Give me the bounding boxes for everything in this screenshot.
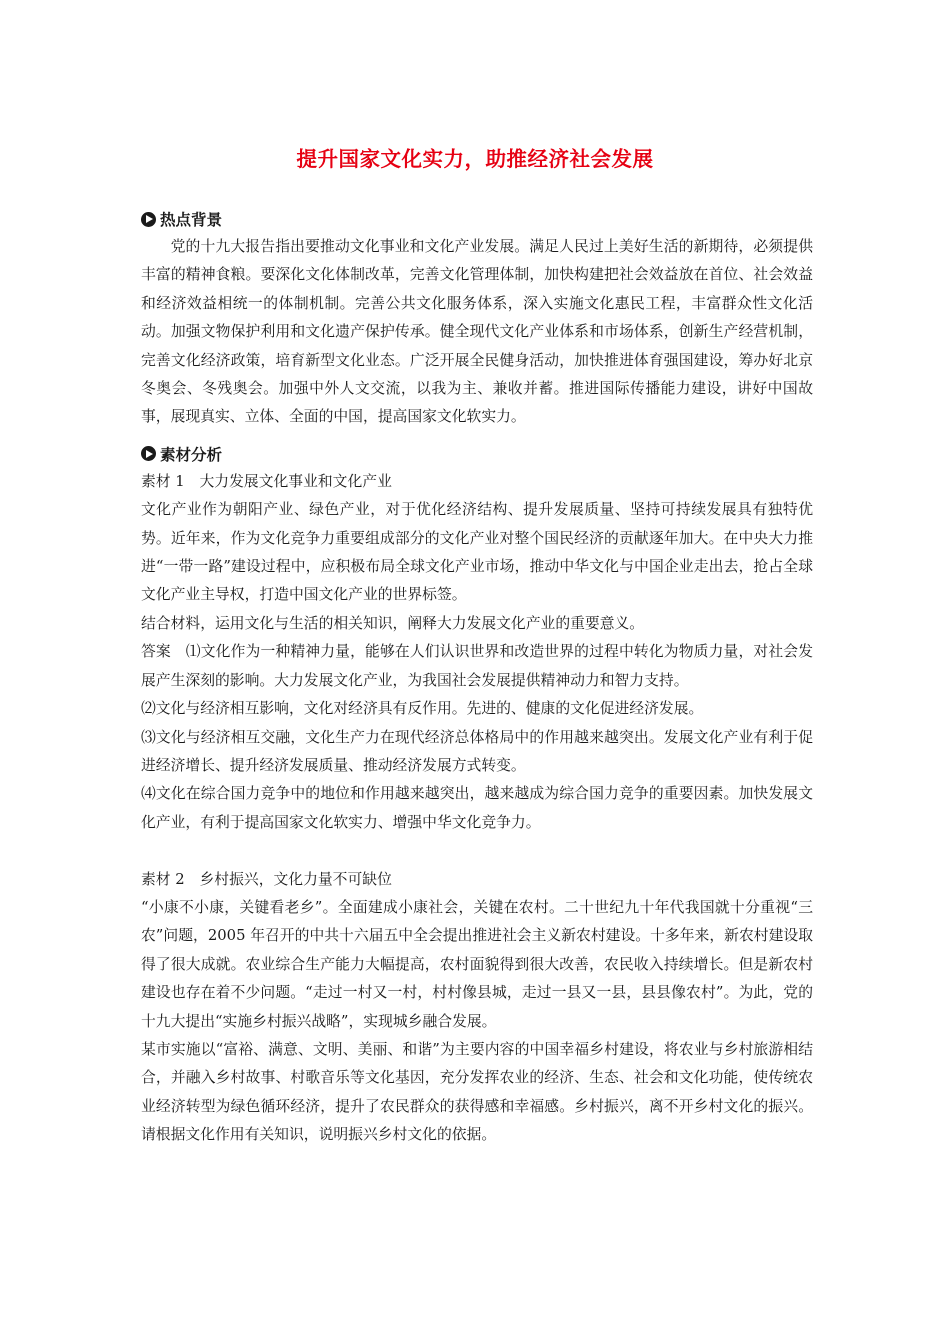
material-1-text: 文化产业作为朝阳产业、绿色产业，对于优化经济结构、提升发展质量、坚持可持续发展具有独特优势。近年来，作为文化竞争力重要组成部分的文化产业对整个国民经济的贡献逐年加大。在中央大力推进“一带一路”建设过程中，应积极布局全球文化产业市场，推动中华文化与中国企业走出去，抢占全球文化产业主导权，打造中国文化产业的世界标签。 (141, 501, 813, 604)
material-2-text: 某市实施以“富裕、满意、文明、美丽、和谐”为主要内容的中国幸福乡村建设，将农业与乡村旅游相结合，并融入乡村故事、村歌音乐等文化基因，充分发挥农业的经济、生态、社会和文化功能，使传统农业经济转型为绿色循环经济，提升了农民群众的获得感和幸福感。乡村振兴，离不开乡村文化的振兴。请根据文化作用有关知识，说明振兴乡村文化的依据。 (141, 1040, 813, 1144)
material-1-title: 素材 1 大力发展文化事业和文化产业 (141, 472, 392, 490)
section-heading-label: 热点背景 (160, 211, 223, 229)
document-content (141, 205, 813, 1150)
play-circle-icon (141, 212, 156, 227)
material-1-question: 结合材料，运用文化与生活的相关知识，阐释大力发展文化产业的重要意义。 (141, 614, 645, 632)
answer-paragraph: ⑷文化在综合国力竞争中的地位和作用越来越突出，越来越成为综合国力竞争的重要因素。加快发展文化产业，有利于提高国家文化软实力、增强中华文化竞争力。 (141, 785, 813, 831)
material-2-title: 素材 2 乡村振兴，文化力量不可缺位 (141, 870, 392, 888)
answer-paragraph: 答案 ⑴文化作为一种精神力量，能够在人们认识世界和改造世界的过程中转化为物质力量，对社会发展产生深刻的影响。大力发展文化产业，为我国社会发展提供精神动力和智力支持。 (141, 643, 813, 689)
answer-paragraph: ⑶文化与经济相互交融，文化生产力在现代经济总体格局中的作用越来越突出。发展文化产业有利于促进经济增长、提升经济发展质量、推动经济发展方式转变。 (141, 728, 813, 774)
material-2-text: “小康不小康，关键看老乡”。全面建成小康社会，关键在农村。二十世纪九十年代我国就十分重视“三农”问题，2005 年召开的中共十六届五中全会提出推进社会主义新农村建设。十多年来，新农村建设取得了很大成就。农业综合生产能力大幅提高，农村面貌得到很大改善，农民收入持续增长。但是新农村建设也存在着不少问题。“走过一村又一村，村村像县城，走过一县又一县，县县像农村”。为此，党的十九大提出“实施乡村振兴战略”，实现城乡融合发展。 (141, 898, 813, 1030)
document-title: 提升国家文化实力，助推经济社会发展 (296, 147, 654, 171)
play-circle-icon (141, 446, 156, 461)
section-heading-analysis (141, 440, 813, 468)
section-heading-label: 素材分析 (160, 445, 223, 464)
background-paragraph: 党的十九大报告指出要推动文化事业和文化产业发展。满足人民过上美好生活的新期待，必须提供丰富的精神食粮。要深化文化体制改革，完善文化管理体制，加快构建把社会效益放在首位、社会效益和经济效益相统一的体制机制。完善公共文化服务体系，深入实施文化惠民工程，丰富群众性文化活动。加强文物保护利用和文化遗产保护传承。健全现代文化产业体系和市场体系，创新生产经营机制，完善文化经济政策，培育新型文化业态。广泛开展全民健身活动，加快推进体育强国建设，筹办好北京冬奥会、冬残奥会。加强中外人文交流，以我为主、兼收并蓄。推进国际传播能力建设，讲好中国故事，展现真实、立体、全面的中国，提高国家文化软实力。 (141, 238, 813, 426)
section-heading-background (141, 205, 813, 233)
answer-paragraph: ⑵文化与经济相互影响，文化对经济具有反作用。先进的、健康的文化促进经济发展。 (141, 700, 704, 718)
